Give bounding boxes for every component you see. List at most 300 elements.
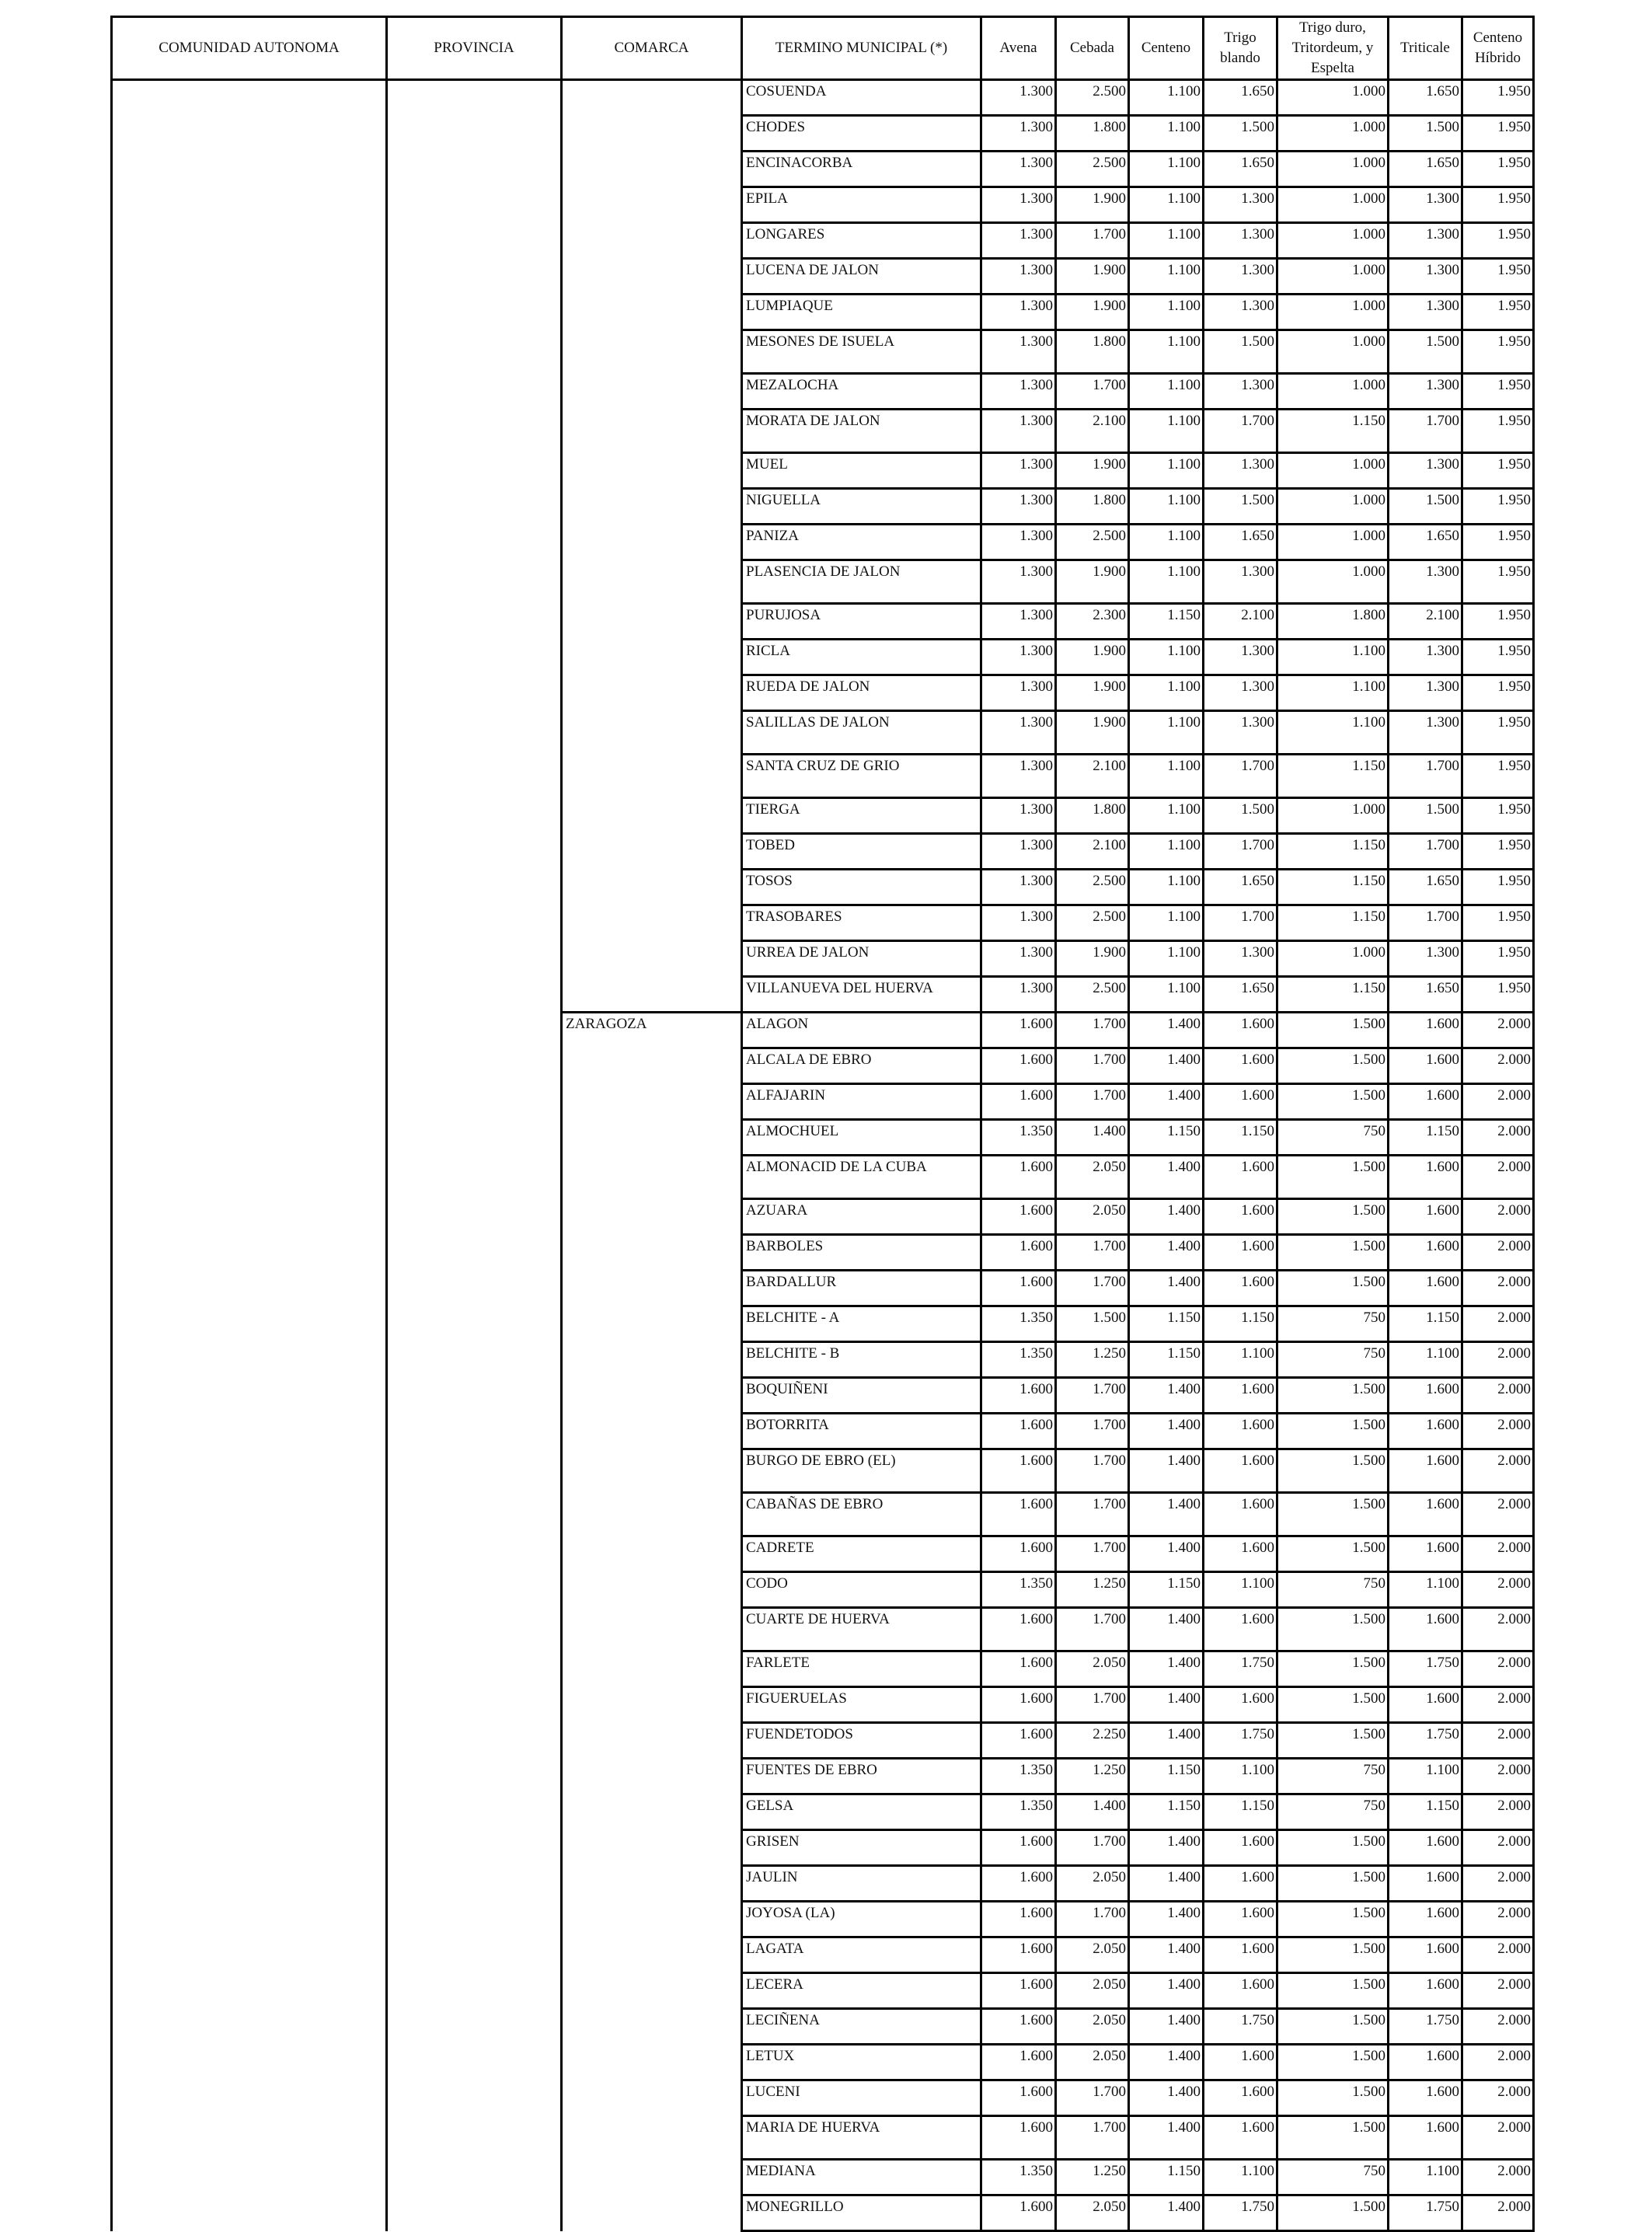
comunidad-cell xyxy=(112,1342,387,1378)
table-row xyxy=(112,2080,1534,2116)
cebada-value: 2.050 xyxy=(1056,1937,1129,1973)
comarca-cell xyxy=(562,1414,742,1449)
comarca-cell xyxy=(562,604,742,640)
comunidad-cell xyxy=(112,1608,387,1651)
header-cebada: Cebada xyxy=(1056,17,1129,80)
comarca-cell xyxy=(562,80,742,116)
centeno-value: 1.400 xyxy=(1129,1378,1204,1414)
comarca-cell xyxy=(562,1493,742,1536)
trigo-blando-value: 1.600 xyxy=(1204,1687,1277,1723)
centeno-value: 1.400 xyxy=(1129,1651,1204,1687)
triticale-value: 1.650 xyxy=(1389,870,1462,905)
cebada-value: 2.500 xyxy=(1056,870,1129,905)
comunidad-cell xyxy=(112,116,387,152)
comarca-cell xyxy=(562,1973,742,2009)
cebada-value: 1.800 xyxy=(1056,116,1129,152)
trigo-blando-value: 1.600 xyxy=(1204,2045,1277,2080)
comunidad-cell xyxy=(112,560,387,604)
triticale-value: 1.600 xyxy=(1389,1493,1462,1536)
cebada-value: 1.700 xyxy=(1056,1271,1129,1306)
comunidad-cell xyxy=(112,525,387,560)
trigo-blando-value: 1.300 xyxy=(1204,295,1277,330)
triticale-value: 1.600 xyxy=(1389,2080,1462,2116)
avena-value: 1.350 xyxy=(981,1120,1056,1156)
centeno-value: 1.400 xyxy=(1129,2080,1204,2116)
comarca-cell xyxy=(562,1794,742,1830)
provincia-cell xyxy=(387,977,562,1013)
centeno-value: 1.100 xyxy=(1129,941,1204,977)
cebada-value: 1.800 xyxy=(1056,798,1129,834)
trigo-duro-value: 1.000 xyxy=(1277,152,1389,187)
municipality-name: CUARTE DE HUERVA xyxy=(742,1608,981,1651)
triticale-value: 1.300 xyxy=(1389,223,1462,259)
comarca-cell xyxy=(562,1048,742,1084)
table-row xyxy=(112,1608,1534,1651)
centeno-value: 1.100 xyxy=(1129,259,1204,295)
trigo-blando-value: 1.150 xyxy=(1204,1306,1277,1342)
municipality-name: CADRETE xyxy=(742,1536,981,1572)
provincia-cell xyxy=(387,410,562,453)
trigo-blando-value: 1.600 xyxy=(1204,2116,1277,2160)
trigo-duro-value: 1.500 xyxy=(1277,2116,1389,2160)
centeno-hibrido-value: 2.000 xyxy=(1462,1120,1534,1156)
table-row xyxy=(112,1013,1534,1048)
comarca-cell xyxy=(562,453,742,489)
avena-value: 1.600 xyxy=(981,2195,1056,2231)
trigo-blando-value: 1.600 xyxy=(1204,1536,1277,1572)
trigo-blando-value: 1.600 xyxy=(1204,1084,1277,1120)
avena-value: 1.600 xyxy=(981,1493,1056,1536)
provincia-cell xyxy=(387,905,562,941)
comunidad-cell xyxy=(112,2045,387,2080)
centeno-hibrido-value: 1.950 xyxy=(1462,640,1534,675)
comunidad-cell xyxy=(112,1830,387,1866)
avena-value: 1.350 xyxy=(981,2160,1056,2195)
trigo-duro-value: 1.000 xyxy=(1277,116,1389,152)
centeno-hibrido-value: 1.950 xyxy=(1462,560,1534,604)
table-row xyxy=(112,1378,1534,1414)
provincia-cell xyxy=(387,711,562,755)
cebada-value: 2.500 xyxy=(1056,80,1129,116)
triticale-value: 1.300 xyxy=(1389,453,1462,489)
triticale-value: 1.100 xyxy=(1389,2160,1462,2195)
cebada-value: 1.700 xyxy=(1056,1830,1129,1866)
centeno-hibrido-value: 2.000 xyxy=(1462,1608,1534,1651)
municipality-name: JOYOSA (LA) xyxy=(742,1902,981,1937)
provincia-cell xyxy=(387,1651,562,1687)
provincia-cell xyxy=(387,1414,562,1449)
table-row xyxy=(112,152,1534,187)
trigo-duro-value: 1.800 xyxy=(1277,604,1389,640)
cebada-value: 1.700 xyxy=(1056,1048,1129,1084)
centeno-hibrido-value: 2.000 xyxy=(1462,1493,1534,1536)
table-row xyxy=(112,453,1534,489)
trigo-duro-value: 1.000 xyxy=(1277,489,1389,525)
trigo-duro-value: 1.500 xyxy=(1277,1414,1389,1449)
triticale-value: 1.600 xyxy=(1389,1235,1462,1271)
comarca-cell xyxy=(562,2195,742,2231)
centeno-hibrido-value: 1.950 xyxy=(1462,525,1534,560)
municipality-name: BELCHITE - A xyxy=(742,1306,981,1342)
centeno-value: 1.400 xyxy=(1129,1156,1204,1199)
triticale-value: 1.600 xyxy=(1389,1013,1462,1048)
comunidad-cell xyxy=(112,2116,387,2160)
centeno-hibrido-value: 2.000 xyxy=(1462,1378,1534,1414)
trigo-duro-value: 1.150 xyxy=(1277,905,1389,941)
centeno-hibrido-value: 2.000 xyxy=(1462,1866,1534,1902)
triticale-value: 1.700 xyxy=(1389,905,1462,941)
table-row xyxy=(112,1449,1534,1493)
comarca-cell xyxy=(562,2080,742,2116)
centeno-hibrido-value: 2.000 xyxy=(1462,1902,1534,1937)
centeno-hibrido-value: 1.950 xyxy=(1462,374,1534,410)
comarca-cell xyxy=(562,223,742,259)
trigo-duro-value: 1.500 xyxy=(1277,2045,1389,2080)
comarca-cell xyxy=(562,1156,742,1199)
cebada-value: 1.700 xyxy=(1056,1902,1129,1937)
provincia-cell xyxy=(387,152,562,187)
avena-value: 1.600 xyxy=(981,1199,1056,1235)
table-row xyxy=(112,2009,1534,2045)
centeno-value: 1.400 xyxy=(1129,1271,1204,1306)
trigo-duro-value: 1.100 xyxy=(1277,675,1389,711)
avena-value: 1.350 xyxy=(981,1759,1056,1794)
table-row xyxy=(112,1120,1534,1156)
triticale-value: 1.600 xyxy=(1389,2045,1462,2080)
centeno-value: 1.400 xyxy=(1129,2116,1204,2160)
comunidad-cell xyxy=(112,1271,387,1306)
provincia-cell xyxy=(387,1084,562,1120)
provincia-cell xyxy=(387,1199,562,1235)
table-row xyxy=(112,80,1534,116)
centeno-hibrido-value: 1.950 xyxy=(1462,604,1534,640)
comunidad-cell xyxy=(112,1759,387,1794)
centeno-hibrido-value: 2.000 xyxy=(1462,1414,1534,1449)
trigo-duro-value: 1.100 xyxy=(1277,640,1389,675)
triticale-value: 1.600 xyxy=(1389,1048,1462,1084)
avena-value: 1.350 xyxy=(981,1306,1056,1342)
cebada-value: 2.500 xyxy=(1056,977,1129,1013)
table-row xyxy=(112,941,1534,977)
table-row xyxy=(112,1271,1534,1306)
trigo-blando-value: 1.100 xyxy=(1204,1342,1277,1378)
triticale-value: 1.750 xyxy=(1389,2195,1462,2231)
trigo-blando-value: 1.500 xyxy=(1204,489,1277,525)
trigo-duro-value: 1.500 xyxy=(1277,1048,1389,1084)
trigo-duro-value: 1.000 xyxy=(1277,330,1389,374)
comunidad-cell xyxy=(112,1937,387,1973)
avena-value: 1.600 xyxy=(981,2045,1056,2080)
trigo-blando-value: 1.600 xyxy=(1204,1048,1277,1084)
trigo-blando-value: 1.700 xyxy=(1204,755,1277,798)
provincia-cell xyxy=(387,2116,562,2160)
triticale-value: 1.150 xyxy=(1389,1794,1462,1830)
municipality-name: SANTA CRUZ DE GRIO xyxy=(742,755,981,798)
centeno-hibrido-value: 2.000 xyxy=(1462,1235,1534,1271)
table-row xyxy=(112,1199,1534,1235)
triticale-value: 1.700 xyxy=(1389,755,1462,798)
provincia-cell xyxy=(387,640,562,675)
triticale-value: 1.300 xyxy=(1389,711,1462,755)
municipality-name: BOTORRITA xyxy=(742,1414,981,1449)
table-row xyxy=(112,1156,1534,1199)
municipality-name: COSUENDA xyxy=(742,80,981,116)
centeno-value: 1.100 xyxy=(1129,755,1204,798)
table-row xyxy=(112,295,1534,330)
municipality-name: ENCINACORBA xyxy=(742,152,981,187)
trigo-duro-value: 1.500 xyxy=(1277,1199,1389,1235)
comarca-cell xyxy=(562,870,742,905)
trigo-blando-value: 1.300 xyxy=(1204,560,1277,604)
municipality-name: MONEGRILLO xyxy=(742,2195,981,2231)
provincia-cell xyxy=(387,1759,562,1794)
table-row xyxy=(112,187,1534,223)
centeno-hibrido-value: 2.000 xyxy=(1462,1156,1534,1199)
trigo-duro-value: 1.000 xyxy=(1277,560,1389,604)
trigo-duro-value: 1.000 xyxy=(1277,259,1389,295)
centeno-value: 1.100 xyxy=(1129,489,1204,525)
triticale-value: 1.600 xyxy=(1389,1608,1462,1651)
cebada-value: 1.900 xyxy=(1056,187,1129,223)
centeno-hibrido-value: 2.000 xyxy=(1462,1013,1534,1048)
municipality-name: ALCALA DE EBRO xyxy=(742,1048,981,1084)
centeno-hibrido-value: 1.950 xyxy=(1462,223,1534,259)
provincia-cell xyxy=(387,1902,562,1937)
trigo-duro-value: 1.500 xyxy=(1277,1608,1389,1651)
trigo-duro-value: 1.000 xyxy=(1277,525,1389,560)
municipality-name: URREA DE JALON xyxy=(742,941,981,977)
avena-value: 1.600 xyxy=(981,1866,1056,1902)
municipality-name: LECIÑENA xyxy=(742,2009,981,2045)
centeno-hibrido-value: 2.000 xyxy=(1462,1937,1534,1973)
comunidad-cell xyxy=(112,2160,387,2195)
trigo-duro-value: 1.000 xyxy=(1277,295,1389,330)
comunidad-cell xyxy=(112,1013,387,1048)
centeno-hibrido-value: 1.950 xyxy=(1462,870,1534,905)
cebada-value: 1.900 xyxy=(1056,560,1129,604)
centeno-value: 1.100 xyxy=(1129,187,1204,223)
trigo-blando-value: 1.300 xyxy=(1204,259,1277,295)
municipality-name: FUENDETODOS xyxy=(742,1723,981,1759)
municipality-name: LUMPIAQUE xyxy=(742,295,981,330)
comunidad-cell xyxy=(112,604,387,640)
trigo-duro-value: 1.500 xyxy=(1277,1937,1389,1973)
trigo-blando-value: 1.300 xyxy=(1204,374,1277,410)
triticale-value: 1.500 xyxy=(1389,330,1462,374)
municipality-name: MEZALOCHA xyxy=(742,374,981,410)
municipality-name: TOSOS xyxy=(742,870,981,905)
table-row xyxy=(112,675,1534,711)
trigo-blando-value: 1.750 xyxy=(1204,2195,1277,2231)
comunidad-cell xyxy=(112,1048,387,1084)
centeno-value: 1.100 xyxy=(1129,410,1204,453)
comunidad-cell xyxy=(112,1723,387,1759)
trigo-blando-value: 1.600 xyxy=(1204,1866,1277,1902)
trigo-duro-value: 1.500 xyxy=(1277,1013,1389,1048)
comarca-cell xyxy=(562,834,742,870)
provincia-cell xyxy=(387,1378,562,1414)
comunidad-cell xyxy=(112,295,387,330)
triticale-value: 1.600 xyxy=(1389,1973,1462,2009)
avena-value: 1.300 xyxy=(981,798,1056,834)
cebada-value: 2.500 xyxy=(1056,525,1129,560)
trigo-blando-value: 1.300 xyxy=(1204,711,1277,755)
comunidad-cell xyxy=(112,2080,387,2116)
municipality-name: ALFAJARIN xyxy=(742,1084,981,1120)
comarca-cell xyxy=(562,1651,742,1687)
comarca-cell xyxy=(562,1723,742,1759)
triticale-value: 1.750 xyxy=(1389,1651,1462,1687)
avena-value: 1.300 xyxy=(981,525,1056,560)
comunidad-cell xyxy=(112,977,387,1013)
trigo-duro-value: 1.500 xyxy=(1277,1449,1389,1493)
comunidad-cell xyxy=(112,640,387,675)
comarca-cell xyxy=(562,410,742,453)
centeno-value: 1.100 xyxy=(1129,80,1204,116)
trigo-blando-value: 1.100 xyxy=(1204,2160,1277,2195)
provincia-cell xyxy=(387,1866,562,1902)
centeno-value: 1.150 xyxy=(1129,1759,1204,1794)
trigo-blando-value: 1.100 xyxy=(1204,1572,1277,1608)
cebada-value: 2.100 xyxy=(1056,410,1129,453)
centeno-value: 1.100 xyxy=(1129,675,1204,711)
trigo-blando-value: 1.700 xyxy=(1204,410,1277,453)
comarca-cell xyxy=(562,1449,742,1493)
triticale-value: 1.600 xyxy=(1389,1937,1462,1973)
table-row xyxy=(112,755,1534,798)
provincia-cell xyxy=(387,1687,562,1723)
avena-value: 1.600 xyxy=(981,1156,1056,1199)
trigo-duro-value: 1.500 xyxy=(1277,2080,1389,2116)
centeno-value: 1.400 xyxy=(1129,1973,1204,2009)
comunidad-cell xyxy=(112,675,387,711)
comarca-cell xyxy=(562,152,742,187)
centeno-hibrido-value: 2.000 xyxy=(1462,1048,1534,1084)
triticale-value: 1.300 xyxy=(1389,295,1462,330)
trigo-duro-value: 1.500 xyxy=(1277,1493,1389,1536)
comarca-cell xyxy=(562,2116,742,2160)
table-row xyxy=(112,525,1534,560)
triticale-value: 1.100 xyxy=(1389,1572,1462,1608)
trigo-duro-value: 1.000 xyxy=(1277,453,1389,489)
municipality-name: SALILLAS DE JALON xyxy=(742,711,981,755)
centeno-hibrido-value: 1.950 xyxy=(1462,187,1534,223)
triticale-value: 1.300 xyxy=(1389,374,1462,410)
comarca-cell xyxy=(562,1759,742,1794)
table-row xyxy=(112,905,1534,941)
trigo-duro-value: 750 xyxy=(1277,2160,1389,2195)
centeno-hibrido-value: 2.000 xyxy=(1462,1199,1534,1235)
cebada-value: 1.700 xyxy=(1056,1608,1129,1651)
trigo-blando-value: 1.650 xyxy=(1204,152,1277,187)
cebada-value: 2.050 xyxy=(1056,2009,1129,2045)
centeno-hibrido-value: 2.000 xyxy=(1462,1449,1534,1493)
avena-value: 1.300 xyxy=(981,259,1056,295)
municipality-name: BOQUIÑENI xyxy=(742,1378,981,1414)
provincia-cell xyxy=(387,1342,562,1378)
municipality-name: PLASENCIA DE JALON xyxy=(742,560,981,604)
comarca-cell xyxy=(562,525,742,560)
comarca-cell xyxy=(562,1306,742,1342)
triticale-value: 1.600 xyxy=(1389,1687,1462,1723)
comunidad-cell xyxy=(112,152,387,187)
municipality-name: AZUARA xyxy=(742,1199,981,1235)
comunidad-cell xyxy=(112,410,387,453)
table-row xyxy=(112,834,1534,870)
table-row xyxy=(112,977,1534,1013)
trigo-duro-value: 1.000 xyxy=(1277,187,1389,223)
trigo-duro-value: 1.000 xyxy=(1277,941,1389,977)
centeno-hibrido-value: 1.950 xyxy=(1462,330,1534,374)
comarca-cell xyxy=(562,1378,742,1414)
trigo-blando-value: 1.600 xyxy=(1204,1414,1277,1449)
provincia-cell xyxy=(387,798,562,834)
provincia-cell xyxy=(387,755,562,798)
municipality-name: EPILA xyxy=(742,187,981,223)
trigo-blando-value: 1.750 xyxy=(1204,2009,1277,2045)
centeno-value: 1.100 xyxy=(1129,374,1204,410)
trigo-duro-value: 1.500 xyxy=(1277,1536,1389,1572)
trigo-blando-value: 1.600 xyxy=(1204,1608,1277,1651)
centeno-hibrido-value: 1.950 xyxy=(1462,80,1534,116)
provincia-cell xyxy=(387,525,562,560)
centeno-value: 1.150 xyxy=(1129,604,1204,640)
cebada-value: 1.900 xyxy=(1056,259,1129,295)
trigo-blando-value: 1.600 xyxy=(1204,1902,1277,1937)
avena-value: 1.300 xyxy=(981,453,1056,489)
municipality-name: MEDIANA xyxy=(742,2160,981,2195)
centeno-value: 1.400 xyxy=(1129,1937,1204,1973)
centeno-value: 1.400 xyxy=(1129,1536,1204,1572)
avena-value: 1.600 xyxy=(981,1902,1056,1937)
avena-value: 1.350 xyxy=(981,1342,1056,1378)
triticale-value: 1.750 xyxy=(1389,1723,1462,1759)
comunidad-cell xyxy=(112,1493,387,1536)
avena-value: 1.300 xyxy=(981,640,1056,675)
avena-value: 1.600 xyxy=(981,1830,1056,1866)
comarca-cell xyxy=(562,295,742,330)
comarca-cell xyxy=(562,1866,742,1902)
comarca-cell xyxy=(562,1608,742,1651)
trigo-duro-value: 1.150 xyxy=(1277,410,1389,453)
avena-value: 1.600 xyxy=(981,1973,1056,2009)
trigo-blando-value: 1.700 xyxy=(1204,905,1277,941)
centeno-hibrido-value: 1.950 xyxy=(1462,834,1534,870)
avena-value: 1.300 xyxy=(981,604,1056,640)
triticale-value: 1.300 xyxy=(1389,259,1462,295)
comarca-cell xyxy=(562,259,742,295)
provincia-cell xyxy=(387,1493,562,1536)
table-row xyxy=(112,374,1534,410)
avena-value: 1.300 xyxy=(981,223,1056,259)
trigo-duro-value: 1.150 xyxy=(1277,977,1389,1013)
comunidad-cell xyxy=(112,1651,387,1687)
avena-value: 1.300 xyxy=(981,977,1056,1013)
trigo-blando-value: 1.600 xyxy=(1204,2080,1277,2116)
comarca-cell xyxy=(562,1937,742,1973)
avena-value: 1.600 xyxy=(981,1013,1056,1048)
cebada-value: 1.700 xyxy=(1056,1493,1129,1536)
header-trigo-duro: Trigo duro, Tritordeum, y Espelta xyxy=(1277,17,1389,80)
avena-value: 1.600 xyxy=(981,1536,1056,1572)
comunidad-cell xyxy=(112,1235,387,1271)
comunidad-cell xyxy=(112,453,387,489)
centeno-hibrido-value: 1.950 xyxy=(1462,798,1534,834)
centeno-hibrido-value: 2.000 xyxy=(1462,1759,1534,1794)
cebada-value: 2.100 xyxy=(1056,755,1129,798)
avena-value: 1.600 xyxy=(981,2080,1056,2116)
trigo-blando-value: 1.300 xyxy=(1204,640,1277,675)
